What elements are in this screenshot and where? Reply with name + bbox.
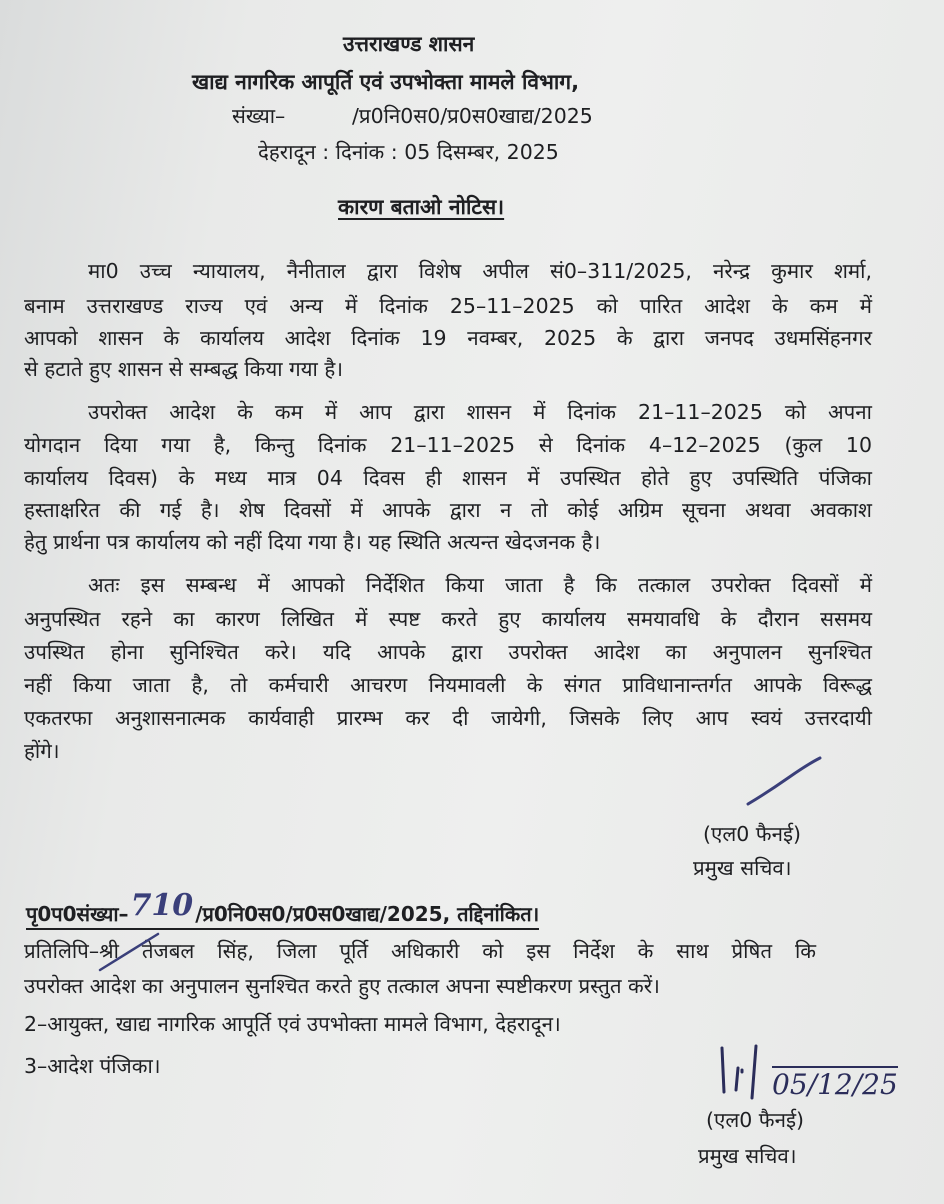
initial-signature-mark xyxy=(712,1040,772,1100)
place-date: देहरादून : दिनांक : 05 दिसम्बर, 2025 xyxy=(258,140,559,164)
paragraph-line: आपको शासन के कार्यालय आदेश दिनांक 19 नवम्बर, 2025 के द्वारा जनपद उधमसिंहनगर xyxy=(24,326,872,350)
signatory-designation: प्रमुख सचिव। xyxy=(693,856,792,880)
paragraph-line: नहीं किया जाता है, तो कर्मचारी आचरण नियमावली के संगत प्राविधानान्तर्गत आपके विरूद्ध xyxy=(24,673,872,697)
paragraph-line: बनाम उत्तराखण्ड राज्य एवं अन्य में दिनांक 25–11–2025 को पारित आदेश के कम में xyxy=(24,294,872,318)
copy-line: 2–आयुक्त, खाद्य नागरिक आपूर्ति एवं उपभोक्ता मामले विभाग, देहरादून। xyxy=(24,1012,561,1036)
letter-number-label: संख्या– xyxy=(232,104,286,128)
paragraph-line: कार्यालय दिवस) के मध्य मात्र 04 दिवस ही शासन में उपस्थित होते हुए उपस्थिति पंजिका xyxy=(24,466,872,490)
pen-tick-mark xyxy=(96,926,166,974)
signatory2-designation: प्रमुख सचिव। xyxy=(698,1144,797,1168)
paragraph-line: अतः इस सम्बन्ध में आपको निर्देशित किया जाता है कि तत्काल उपरोक्त दिवसों में xyxy=(88,573,872,597)
signatory-name: (एल0 फैनई) xyxy=(703,822,802,846)
copy-line: 3–आदेश पंजिका। xyxy=(24,1054,161,1078)
paragraph-line: उपस्थित होना सुनिश्चित करे। यदि आपके द्वारा उपरोक्त आदेश का अनुपालन सुनश्चित xyxy=(24,640,872,664)
copy-line: उपरोक्त आदेश का अनुपालन सुनश्चित करते हुए तत्काल अपना स्पष्टीकरण प्रस्तुत करें। xyxy=(24,974,660,998)
paragraph-line: एकतरफा अनुशासनात्मक कार्यवाही प्रारम्भ कर दी जायेगी, जिसके लिए आप स्वयं उत्तरदायी xyxy=(24,706,872,730)
paragraph-line: होंगे। xyxy=(24,739,60,763)
signature-mark xyxy=(738,752,828,812)
handwritten-dispatch-number: 710 xyxy=(130,888,194,923)
letter-number-value: /प्र0नि0स0/प्र0स0खाद्य/2025 xyxy=(352,104,593,128)
endorsement-suffix: /प्र0नि0स0/प्र0स0खाद्य/2025, तद्दिनांकित। xyxy=(195,902,540,926)
department-heading: खाद्य नागरिक आपूर्ति एवं उपभोक्ता मामले विभाग, xyxy=(192,70,580,94)
government-heading: उत्तराखण्ड शासन xyxy=(343,32,475,56)
paragraph-line: मा0 उच्च न्यायालय, नैनीताल द्वारा विशेष अपील सं0–311/2025, नरेन्द्र कुमार शर्मा, xyxy=(88,259,872,283)
copy-line: प्रतिलिपि–श्री तेजबल सिंह, जिला पूर्ति अधिकारी को इस निर्देश के साथ प्रेषित कि xyxy=(24,939,816,963)
paragraph-line: अनुपस्थित रहने का कारण लिखित में स्पष्ट करते हुए कार्यालय समयावधि के दौरान ससमय xyxy=(24,607,872,631)
paragraph-line: योगदान दिया गया है, किन्तु दिनांक 21–11–2025 से दिनांक 4–12–2025 (कुल 10 xyxy=(24,433,872,457)
handwritten-date: 05/12/25 xyxy=(772,1068,898,1101)
paragraph-line: उपरोक्त आदेश के कम में आप द्वारा शासन में दिनांक 21–11–2025 को अपना xyxy=(88,400,872,424)
endorsement-prefix: पृ0प0संख्या– xyxy=(26,902,129,926)
paragraph-line: से हटाते हुए शासन से सम्बद्ध किया गया है। xyxy=(24,357,344,381)
notice-title: कारण बताओ नोटिस। xyxy=(338,195,505,219)
paragraph-line: हेतु प्रार्थना पत्र कार्यालय को नहीं दिया गया है। यह स्थिति अत्यन्त खेदजनक है। xyxy=(24,530,601,554)
paragraph-line: हस्ताक्षरित की गई है। शेष दिवसों में आपके द्वारा न तो कोई अग्रिम सूचना अथवा अवकाश xyxy=(24,498,872,522)
signatory2-name: (एल0 फैनई) xyxy=(706,1108,805,1132)
